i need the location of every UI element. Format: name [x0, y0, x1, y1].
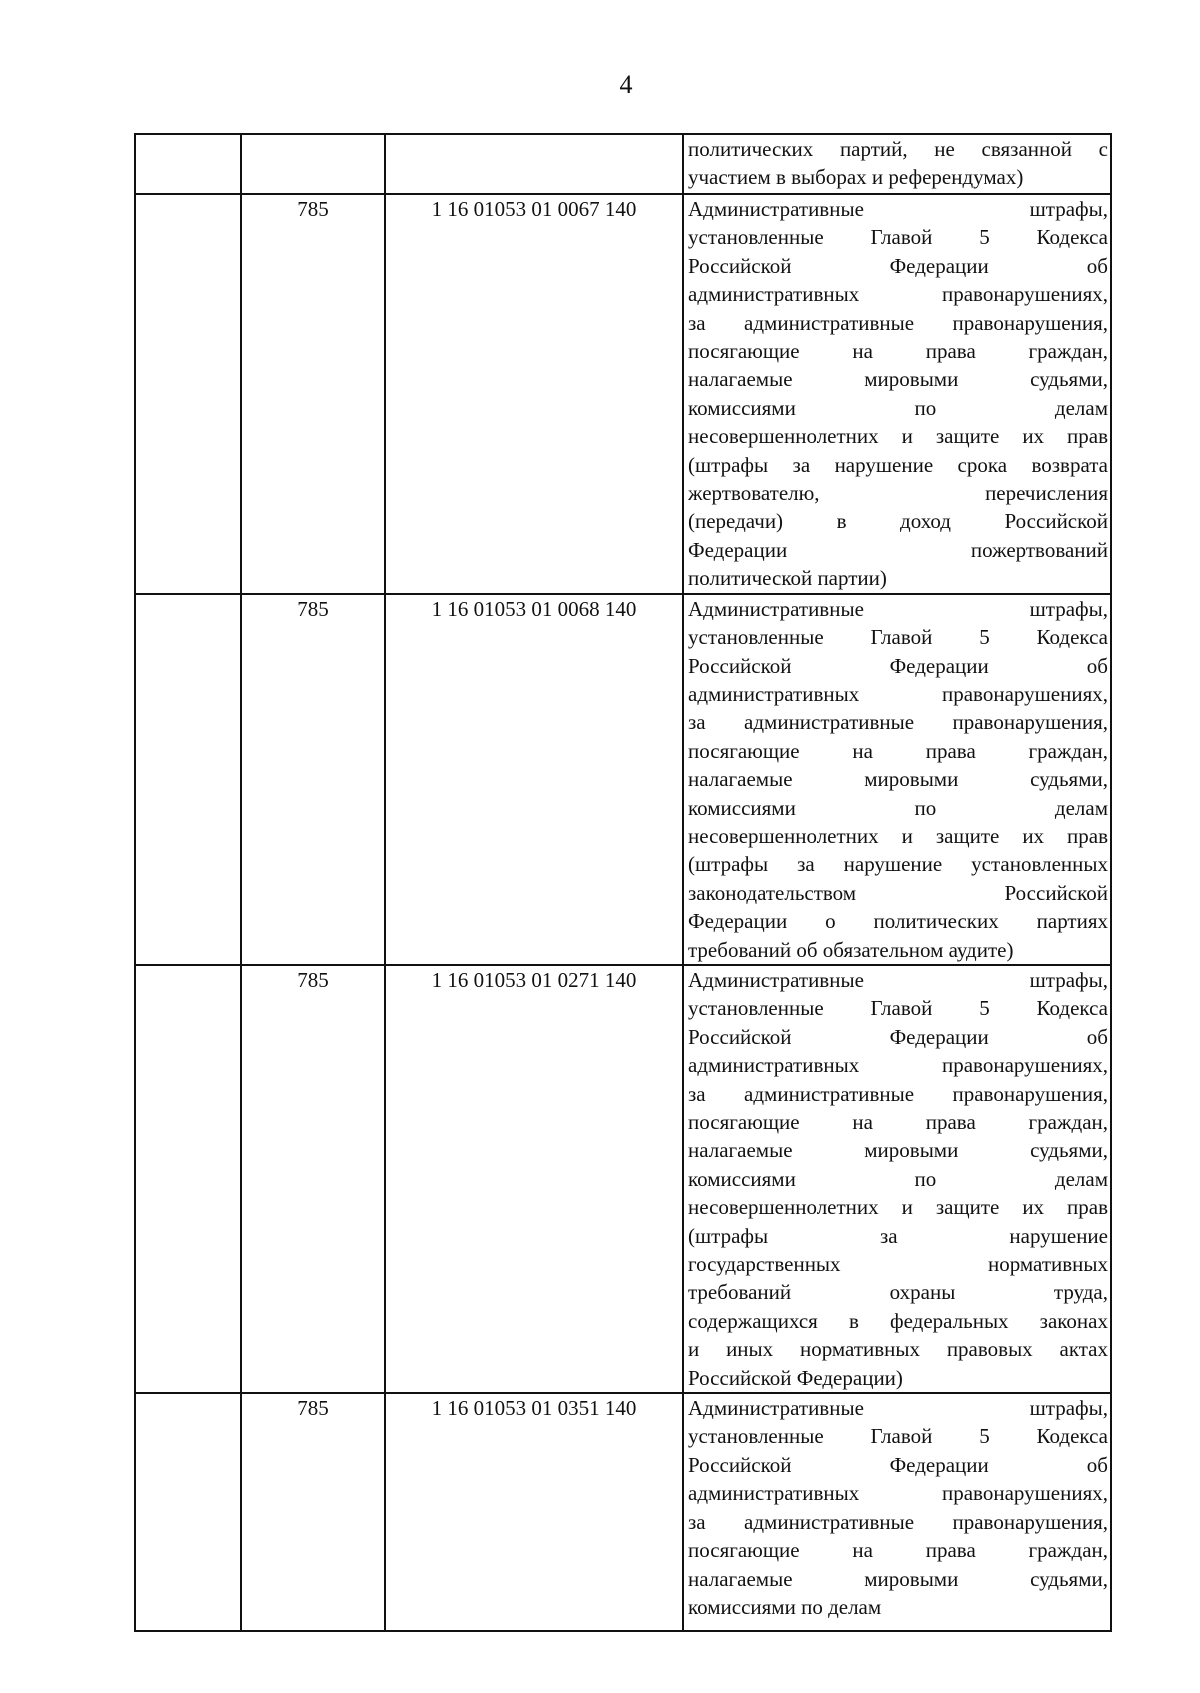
table-row	[135, 594, 1111, 965]
description-line: налагаемые мировыми судьями,	[688, 767, 1108, 792]
description-line: Административные штрафы,	[688, 1396, 1108, 1421]
description-line: установленные Главой 5 Кодекса	[688, 996, 1108, 1021]
kbk-code-cell: 1 16 01053 01 0067 140	[385, 194, 683, 594]
description-line: жертвователю, перечисления	[688, 481, 1108, 506]
description-line: содержащихся в федеральных законах	[688, 1308, 1108, 1333]
description-line: посягающие на права граждан,	[688, 1538, 1108, 1563]
kbk-code-cell: 1 16 01053 01 0068 140	[385, 594, 683, 965]
admin-code-cell: 785	[241, 194, 385, 594]
kbk-code-cell	[385, 134, 683, 194]
description-line: (передачи) в доход Российской	[688, 509, 1108, 534]
description-line: и иных нормативных правовых актах	[688, 1337, 1108, 1362]
description-line: (штрафы за нарушение срока возврата	[688, 452, 1108, 477]
description-line: Российской Федерации об	[688, 253, 1108, 278]
description-line: участием в выборах и референдумах)	[688, 165, 1024, 190]
description-line: налагаемые мировыми судьями,	[688, 1566, 1108, 1591]
table-row	[135, 134, 1111, 194]
description-line: административных правонарушениях,	[688, 681, 1108, 706]
description-line: (штрафы за нарушение установленных	[688, 852, 1108, 877]
table-row	[135, 194, 1111, 594]
description-line: комиссиями по делам	[688, 395, 1108, 420]
description-line: политических партий, не связанной с	[688, 137, 1108, 161]
description-line: налагаемые мировыми судьями,	[688, 1138, 1108, 1163]
description-line: требований охраны труда,	[688, 1280, 1108, 1305]
row-number-cell	[135, 594, 241, 965]
description-cell	[683, 594, 1111, 965]
description-line: посягающие на права граждан,	[688, 738, 1108, 763]
description-line: за административные правонарушения,	[688, 310, 1108, 335]
description-line: за административные правонарушения,	[688, 1081, 1108, 1106]
description-line: за административные правонарушения,	[688, 710, 1108, 735]
kbk-code-cell: 1 16 01053 01 0271 140	[385, 965, 683, 1393]
table-row	[135, 1393, 1111, 1631]
admin-code-cell: 785	[241, 594, 385, 965]
description-line: Административные штрафы,	[688, 596, 1108, 621]
description-line: государственных нормативных	[688, 1252, 1108, 1277]
row-number-cell	[135, 134, 241, 194]
description-line: за административные правонарушения,	[688, 1509, 1108, 1534]
admin-code-cell: 785	[241, 1393, 385, 1631]
row-number-cell	[135, 965, 241, 1393]
table-row	[135, 965, 1111, 1393]
description-line: комиссиями по делам	[688, 1594, 882, 1619]
revenue-codes-table	[134, 133, 1112, 1632]
description-line: установленные Главой 5 Кодекса	[688, 1424, 1108, 1449]
description-line: установленные Главой 5 Кодекса	[688, 225, 1108, 250]
description-line: установленные Главой 5 Кодекса	[688, 625, 1108, 650]
kbk-code-cell: 1 16 01053 01 0351 140	[385, 1393, 683, 1631]
description-line: административных правонарушениях,	[688, 282, 1108, 307]
description-line: комиссиями по делам	[688, 1166, 1108, 1191]
description-line: Российской Федерации об	[688, 653, 1108, 678]
row-number-cell	[135, 1393, 241, 1631]
description-line: посягающие на права граждан,	[688, 1110, 1108, 1134]
description-line: несовершеннолетних и защите их прав	[688, 1195, 1108, 1220]
table-body	[135, 134, 1111, 1631]
description-line: посягающие на права граждан,	[688, 339, 1108, 364]
description-line: законодательством Российской	[688, 880, 1108, 905]
description-line: административных правонарушениях,	[688, 1481, 1108, 1506]
description-cell	[683, 134, 1111, 194]
description-line: налагаемые мировыми судьями,	[688, 367, 1108, 392]
admin-code-cell	[241, 134, 385, 194]
description-line: комиссиями по делам	[688, 795, 1108, 820]
description-line: Федерации о политических партиях	[688, 909, 1108, 934]
description-line: несовершеннолетних и защите их прав	[688, 424, 1108, 449]
description-line: Российской Федерации)	[688, 1365, 903, 1390]
page-number: 4	[619, 70, 633, 99]
description-line: Административные штрафы,	[688, 197, 1108, 221]
description-line: Российской Федерации об	[688, 1024, 1108, 1049]
description-line: административных правонарушениях,	[688, 1053, 1108, 1078]
description-line: Российской Федерации об	[688, 1452, 1108, 1477]
description-line: несовершеннолетних и защите их прав	[688, 823, 1108, 848]
description-cell	[683, 1393, 1111, 1631]
description-line: Федерации пожертвований	[688, 537, 1108, 562]
admin-code-cell: 785	[241, 965, 385, 1393]
description-line: политической партии)	[688, 566, 887, 591]
description-line: (штрафы за нарушение	[688, 1223, 1108, 1248]
row-number-cell	[135, 194, 241, 594]
description-cell	[683, 194, 1111, 594]
description-cell	[683, 965, 1111, 1393]
description-line: Административные штрафы,	[688, 967, 1108, 992]
description-line: требований об обязательном аудите)	[688, 937, 1014, 962]
